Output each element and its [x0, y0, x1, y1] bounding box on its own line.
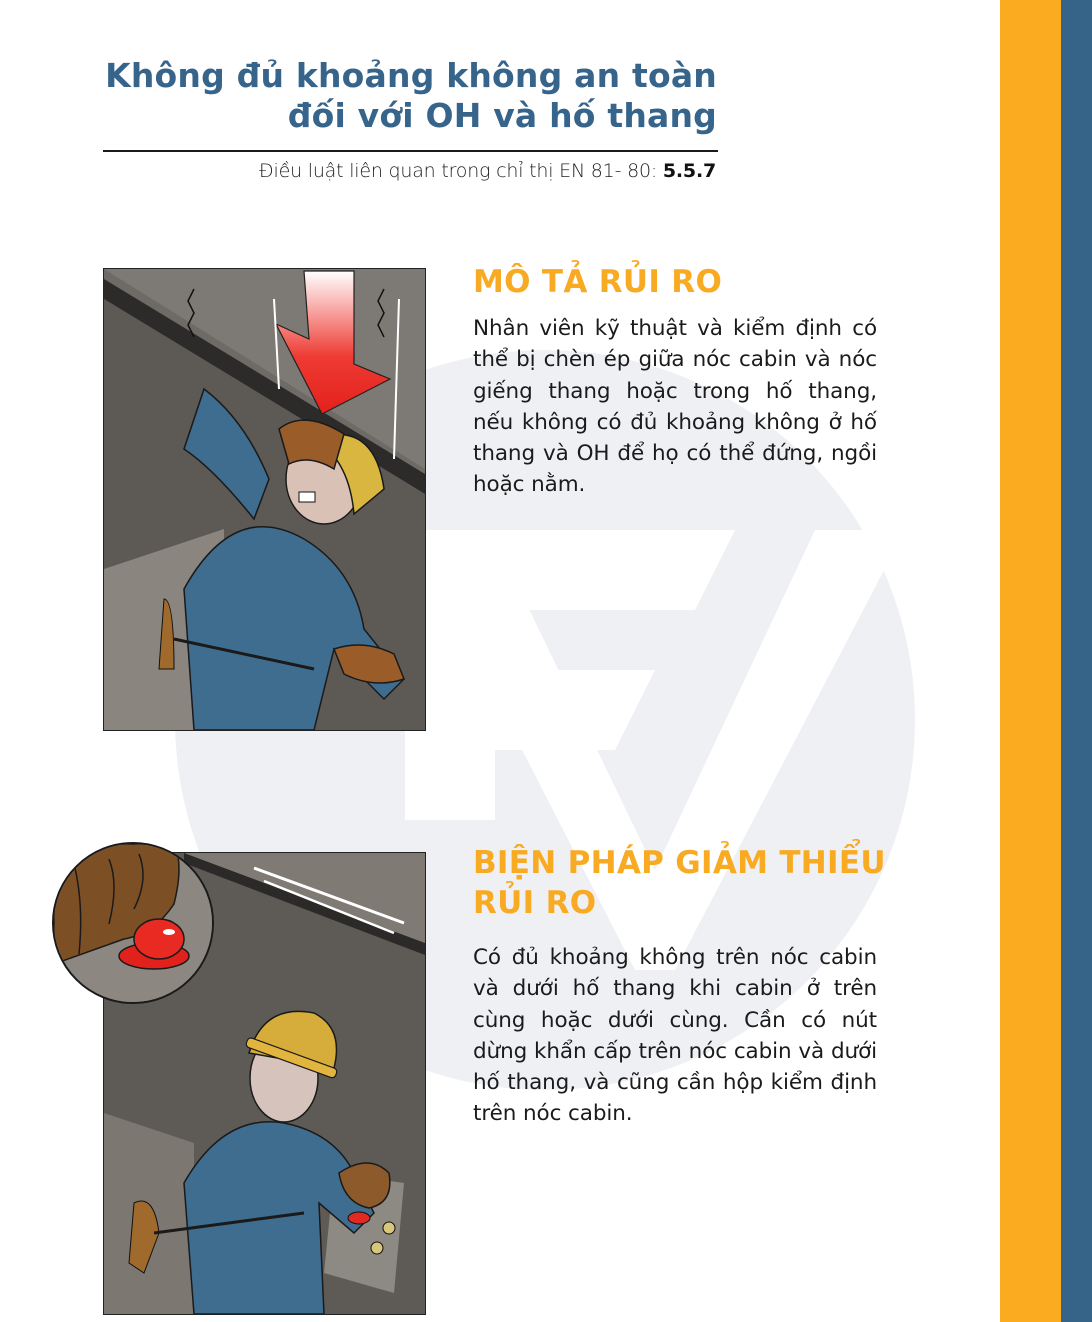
decorative-orange-bar	[1000, 0, 1061, 1322]
worker-crushed-by-descending-car-icon	[103, 268, 426, 731]
page-title-line-2: đối với OH và hố thang	[287, 96, 717, 135]
emergency-stop-button-closeup-icon	[52, 842, 214, 1004]
regulation-reference	[96, 160, 716, 182]
page-title	[97, 56, 717, 136]
page-title-line-1: Không đủ khoảng không an toàn	[105, 56, 717, 95]
risk-description-body: Nhân viên kỹ thuật và kiểm định có thể bị chèn ép giữa nóc cabin và nóc giếng thang hoặc trong hố thang, nếu không có đủ khoảng không ở hố thang và OH để họ có thể đứng, ngồi hoặc nằm.	[473, 316, 877, 498]
reference-prefix: Điều luật liên quan trong chỉ thị EN 81- 80:	[258, 160, 663, 182]
risk-mitigation-heading-line-2: RỦI RO	[473, 885, 597, 921]
decorative-blue-bar	[1061, 0, 1092, 1322]
risk-mitigation-heading-line-1: BIỆN PHÁP GIẢM THIỂU	[473, 845, 886, 881]
title-divider	[103, 150, 718, 152]
risk-mitigation-heading	[473, 843, 893, 923]
risk-description-heading: MÔ TẢ RỦI RO	[473, 264, 723, 300]
reference-clause: 5.5.7	[662, 160, 716, 182]
risk-mitigation-body: Có đủ khoảng không trên nóc cabin và dưới hố thang khi cabin ở trên cùng hoặc dưới cùng. Cần có nút dừng khẩn cấp trên nóc cabin và dưới hố thang, và cũng cần hộp kiểm định trên nóc cabin.	[473, 945, 877, 1127]
